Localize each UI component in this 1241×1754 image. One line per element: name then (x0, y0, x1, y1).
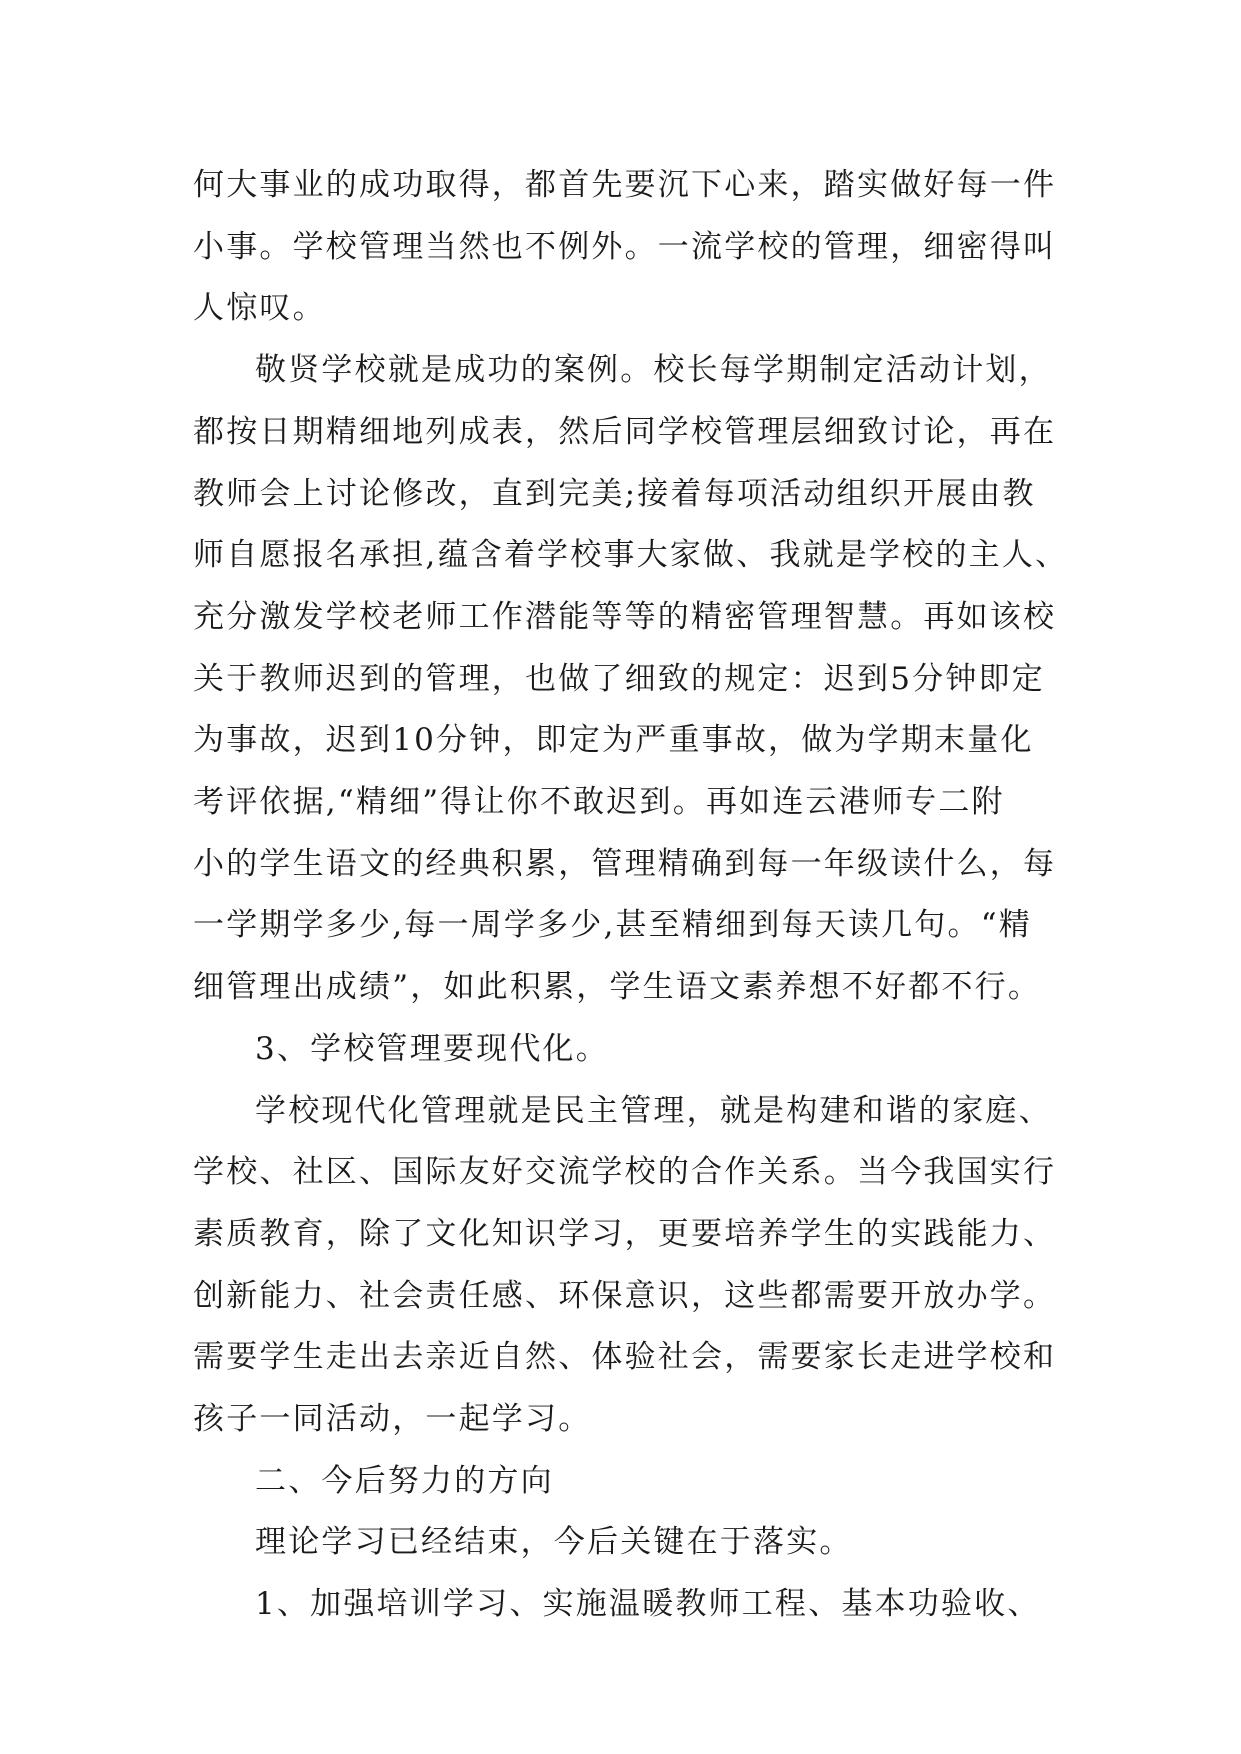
text-line: 素质教育，除了文化知识学习，更要培养学生的实践能力、 (193, 1215, 1057, 1252)
section-heading: 二、今后努力的方向 (255, 1462, 554, 1499)
text-line: 一学期学多少,每一周学多少,甚至精细到每天读几句。“精 (193, 907, 1032, 944)
text-line: 考评依据,“精细”得让你不敢迟到。再如连云港师专二附 (193, 784, 1005, 821)
paragraph (193, 1451, 1063, 1513)
text-line: 充分激发学校老师工作潜能等等的精密管理智慧。再如该校 (193, 598, 1057, 635)
text-line: 孩子一同活动，一起学习。 (193, 1401, 592, 1438)
text-line: 学校、社区、国际友好交流学校的合作关系。当今我国实行 (193, 1154, 1057, 1191)
section-heading: 3、学校管理要现代化。 (255, 1030, 609, 1067)
text-line: 关于教师迟到的管理，也做了细致的规定：迟到5分钟即定 (193, 660, 1045, 697)
paragraph (193, 1019, 1063, 1081)
paragraph (193, 155, 1063, 340)
paragraph (193, 340, 1069, 1019)
text-line: 创新能力、社会责任感、环保意识，这些都需要开放办学。 (193, 1277, 1057, 1314)
text-line: 为事故，迟到10分钟，即定为严重事故，做为学期末量化 (193, 722, 1034, 759)
text-line: 教师会上讨论修改，直到完美;接着每项活动组织开展由教 (193, 475, 1036, 512)
text-line: 何大事业的成功取得，都首先要沉下心来，踏实做好每一件 (193, 167, 1057, 203)
text-line: 细管理出成绩”，如此积累，学生语文素养想不好都不行。 (193, 969, 1042, 1006)
document-body (193, 155, 1069, 1636)
text-line: 敬贤学校就是成功的案例。校长每学期制定活动计划， (255, 352, 1052, 389)
paragraph (193, 1512, 1063, 1574)
text-line: 人惊叹。 (193, 290, 326, 327)
text-line: 理论学习已经结束，今后关键在于落实。 (255, 1524, 853, 1561)
text-line: 师自愿报名承担,蕴含着学校事大家做、我就是学校的主人、 (193, 537, 1069, 574)
paragraph (193, 1574, 1063, 1636)
text-line: 需要学生走出去亲近自然、体验社会，需要家长走进学校和 (193, 1339, 1057, 1376)
paragraph (193, 1081, 1063, 1451)
text-line: 小的学生语文的经典积累，管理精确到每一年级读什么，每 (193, 845, 1057, 882)
text-line: 小事。学校管理当然也不例外。一流学校的管理，细密得叫 (193, 228, 1057, 265)
text-line: 学校现代化管理就是民主管理，就是构建和谐的家庭、 (255, 1092, 1052, 1129)
text-line: 1、加强培训学习、实施温暖教师工程、基本功验收、 (255, 1586, 1041, 1623)
text-line: 都按日期精细地列成表，然后同学校管理层细致讨论，再在 (193, 413, 1057, 450)
